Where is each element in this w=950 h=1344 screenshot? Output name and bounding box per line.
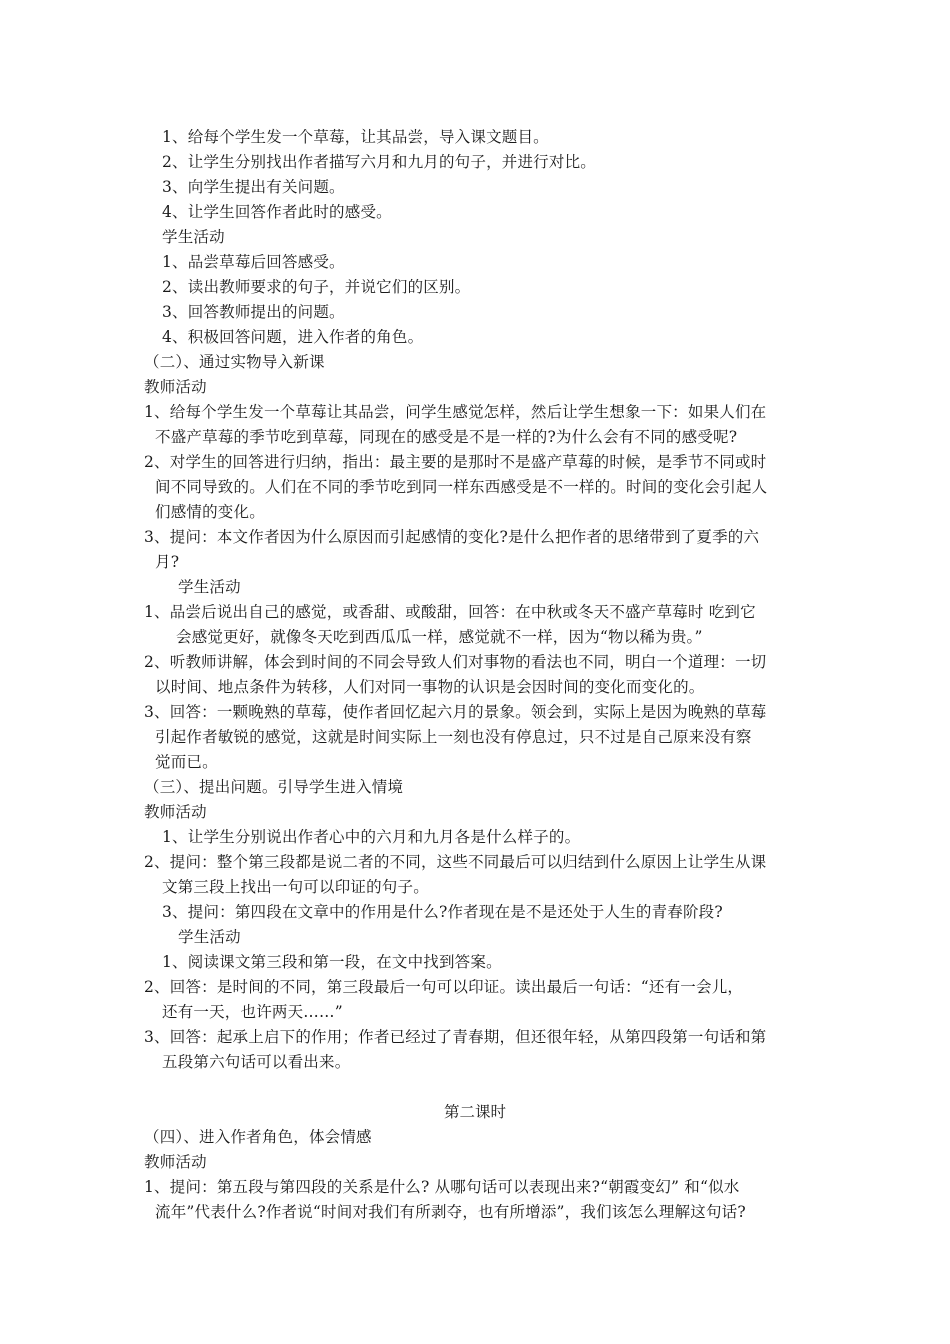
- section-heading: （二）、通过实物导入新课: [144, 353, 325, 371]
- text-line: 1、阅读课文第三段和第一段，在文中找到答案。: [162, 953, 502, 971]
- text-line: 间不同导致的。人们在不同的季节吃到同一样东西感受是不一样的。时间的变化会引起人: [155, 478, 768, 496]
- text-line: 3、提问：本文作者因为什么原因而引起感情的变化?是什么把作者的思绪带到了夏季的六: [144, 528, 760, 546]
- text-line: 3、回答：起承上启下的作用；作者已经过了青春期，但还很年轻，从第四段第一句话和第: [144, 1028, 767, 1046]
- text-line: 月?: [155, 553, 180, 571]
- text-line: 3、回答教师提出的问题。: [162, 303, 345, 321]
- text-line: 2、让学生分别找出作者描写六月和九月的句子，并进行对比。: [162, 153, 596, 171]
- text-line: 会感觉更好，就像冬天吃到西瓜瓜一样，感觉就不一样，因为“物以稀为贵。”: [176, 628, 703, 646]
- section-subheading: 教师活动: [144, 1153, 207, 1171]
- text-line: 2、提问：整个第三段都是说二者的不同，这些不同最后可以归结到什么原因上让学生从课: [144, 853, 767, 871]
- text-line: 1、品尝后说出自己的感觉，或香甜、或酸甜，回答：在中秋或冬天不盛产草莓时 吃到它: [144, 603, 756, 621]
- text-line: 五段第六句话可以看出来。: [162, 1053, 351, 1071]
- text-line: 3、提问：第四段在文章中的作用是什么?作者现在是不是还处于人生的青春阶段?: [162, 903, 723, 921]
- section-heading: （三）、提出问题。引导学生进入情境: [144, 778, 404, 796]
- text-line: 1、给每个学生发一个草莓，让其品尝，导入课文题目。: [162, 128, 549, 146]
- text-line: 引起作者敏锐的感觉，这就是时间实际上一刻也没有停息过，只不过是自己原来没有察: [155, 728, 752, 746]
- text-line: 觉而已。: [155, 753, 218, 771]
- text-line: 3、向学生提出有关问题。: [162, 178, 345, 196]
- text-line: 以时间、地点条件为转移，人们对同一事物的认识是会因时间的变化而变化的。: [155, 678, 705, 696]
- section-heading: （四）、进入作者角色，体会情感: [144, 1128, 372, 1146]
- text-line: 4、让学生回答作者此时的感受。: [162, 203, 392, 221]
- text-line: 不盛产草莓的季节吃到草莓，同现在的感受是不是一样的?为什么会有不同的感受呢?: [155, 428, 738, 446]
- text-line: 2、听教师讲解，体会到时间的不同会导致人们对事物的看法也不同，明白一个道理：一切: [144, 653, 767, 671]
- text-line: 流年”代表什么?作者说“时间对我们有所剥夺，也有所增添”，我们该怎么理解这句话?: [155, 1203, 746, 1221]
- text-line: 1、提问：第五段与第四段的关系是什么? 从哪句话可以表现出来?“朝霞变幻” 和“似水: [144, 1178, 740, 1196]
- section-subheading: 教师活动: [144, 378, 207, 396]
- lesson-title: 第二课时: [443, 1103, 506, 1121]
- text-line: 文第三段上找出一句可以印证的句子。: [162, 878, 429, 896]
- text-line: 2、回答：是时间的不同，第三段最后一句可以印证。读出最后一句话：“还有一会儿，: [144, 978, 744, 996]
- section-subheading: 学生活动: [162, 228, 225, 246]
- section-subheading: 教师活动: [144, 803, 207, 821]
- text-line: 2、对学生的回答进行归纳，指出：最主要的是那时不是盛产草莓的时候，是季节不同或时: [144, 453, 767, 471]
- text-line: 1、给每个学生发一个草莓让其品尝，问学生感觉怎样，然后让学生想象一下：如果人们在: [144, 403, 767, 421]
- text-line: 们感情的变化。: [155, 503, 265, 521]
- section-subheading: 学生活动: [178, 578, 241, 596]
- text-line: 2、读出教师要求的句子，并说它们的区别。: [162, 278, 471, 296]
- section-subheading: 学生活动: [178, 928, 241, 946]
- text-line: 1、品尝草莓后回答感受。: [162, 253, 345, 271]
- text-line: 3、回答：一颗晚熟的草莓，使作者回忆起六月的景象。领会到，实际上是因为晚熟的草莓: [144, 703, 767, 721]
- text-line: 还有一天，也许两天……”: [162, 1003, 343, 1021]
- text-line: 4、积极回答问题，进入作者的角色。: [162, 328, 424, 346]
- text-line: 1、让学生分别说出作者心中的六月和九月各是什么样子的。: [162, 828, 581, 846]
